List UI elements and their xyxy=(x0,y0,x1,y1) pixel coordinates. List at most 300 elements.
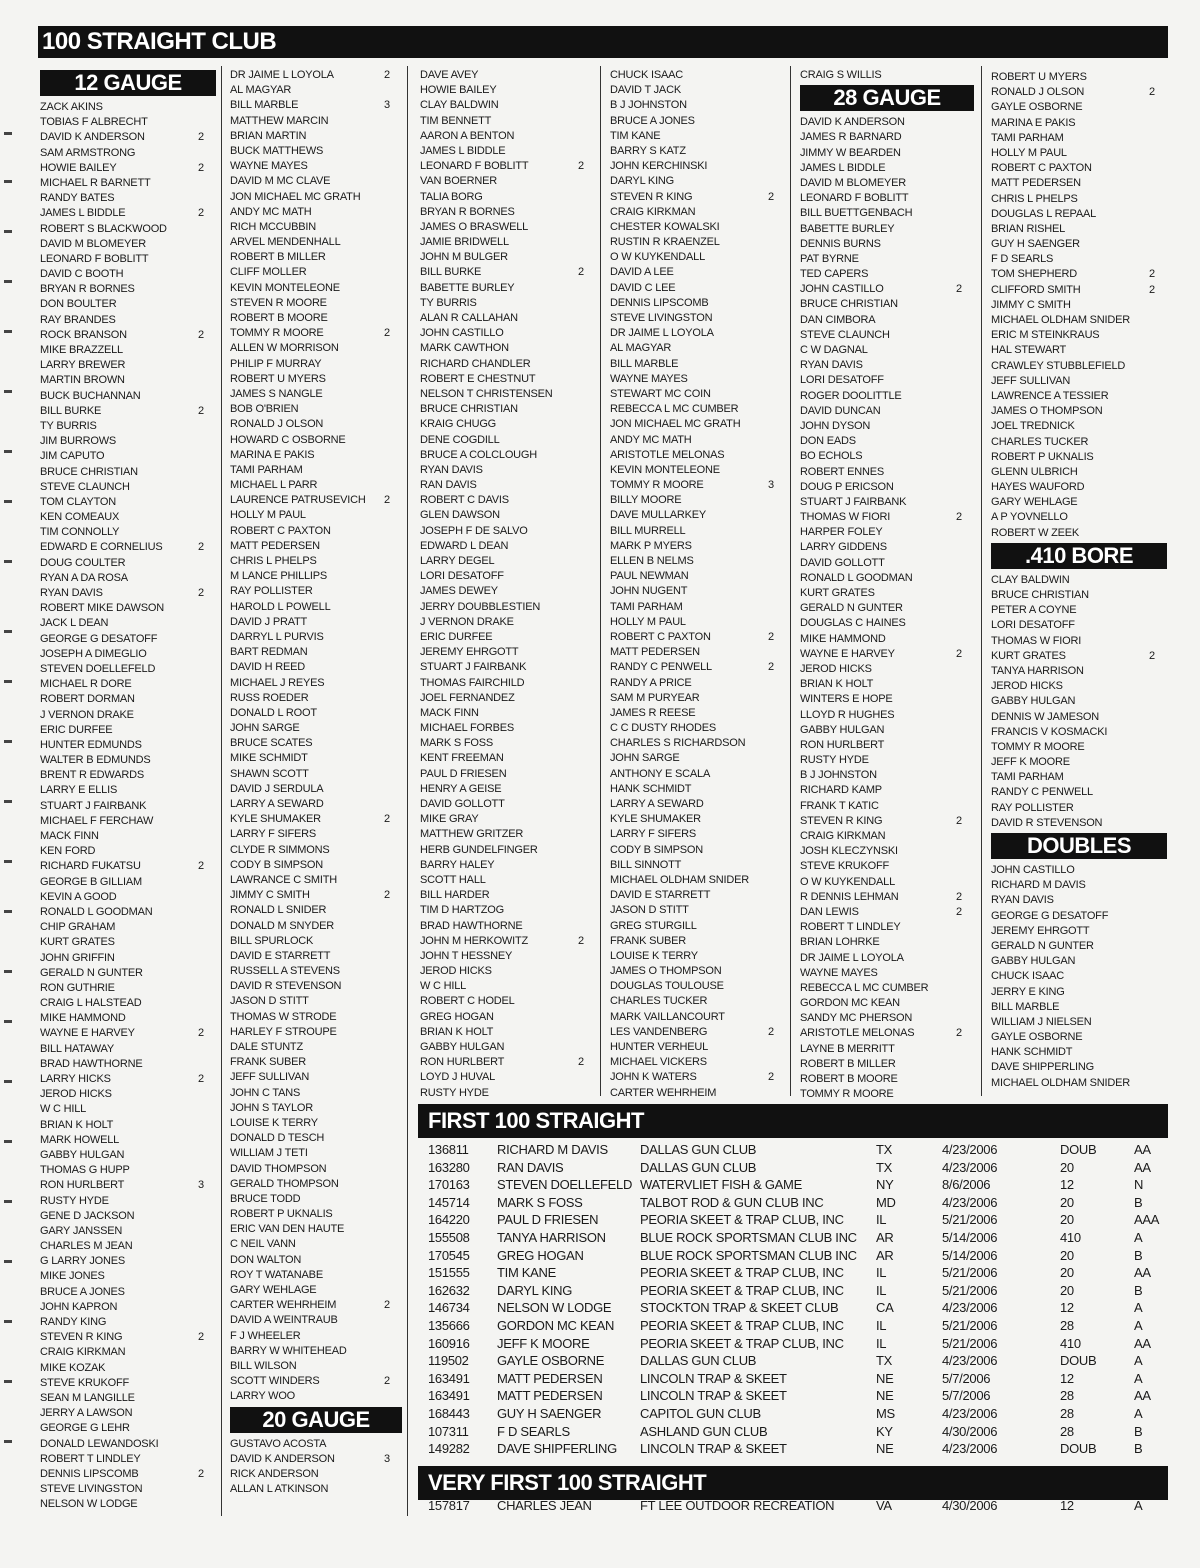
state: KY xyxy=(876,1423,893,1439)
straight-count xyxy=(956,783,974,798)
shooter-entry xyxy=(800,662,974,677)
shooter-entry xyxy=(800,206,974,221)
straight-count xyxy=(1149,816,1167,831)
club-name: ASHLAND GUN CLUB xyxy=(640,1423,768,1439)
shooter-entry xyxy=(40,1057,216,1072)
shooter-name: ROY T WATANABE xyxy=(230,1268,323,1281)
straight-count xyxy=(768,767,786,782)
straight-count xyxy=(956,981,974,996)
straight-count xyxy=(578,402,596,417)
class: AA xyxy=(1134,1388,1151,1404)
shooter-name: THOMAS G HUPP xyxy=(40,1164,130,1177)
shooter-entry xyxy=(610,812,786,827)
shooter-name: GUY H SAENGER xyxy=(497,1405,602,1421)
straight-count xyxy=(384,1482,402,1497)
shooter-name: MARK CAWTHON xyxy=(420,342,509,355)
straight-count xyxy=(768,448,786,463)
straight-count xyxy=(384,660,402,675)
date: 4/23/2006 xyxy=(942,1142,998,1157)
straight-count xyxy=(768,873,786,888)
shooter-name: JIM CAPUTO xyxy=(40,450,105,463)
shooter-entry xyxy=(800,343,974,358)
member-id: 119502 xyxy=(428,1353,469,1369)
straight-count xyxy=(578,736,596,751)
shooter-entry xyxy=(800,176,974,191)
shooter-name: MIKE JONES xyxy=(40,1270,105,1283)
straight-count xyxy=(578,903,596,918)
straight-count xyxy=(1149,131,1167,146)
shooter-name: JAMES L BIDDLE xyxy=(40,207,126,220)
shooter-entry xyxy=(230,1467,402,1482)
straight-count xyxy=(384,691,402,706)
shooter-name: MICHAEL R BARNETT xyxy=(40,176,151,189)
straight-count xyxy=(578,341,596,356)
shooter-name: JIMMY C SMITH xyxy=(230,889,310,902)
shooter-entry xyxy=(420,873,596,888)
shooter-entry xyxy=(40,616,216,631)
straight-count: 3 xyxy=(768,479,774,492)
shooter-entry xyxy=(610,858,786,873)
straight-count xyxy=(578,448,596,463)
straight-count xyxy=(198,419,216,434)
straight-count xyxy=(1149,878,1167,893)
shooter-name: ROBERT E CHESTNUT xyxy=(420,372,536,385)
straight-count xyxy=(1149,755,1167,770)
shooter-name: DONALD L ROOT xyxy=(230,706,317,719)
gauge-section-heading: DOUBLES xyxy=(991,833,1167,859)
shooter-name: DONALD D TESCH xyxy=(230,1132,325,1145)
straight-count xyxy=(384,584,402,599)
shooter-name: WAYNE MAYES xyxy=(800,966,878,979)
shooter-name: CHESTER KOWALSKI xyxy=(610,220,720,233)
shooter-name: PAT BYRNE xyxy=(800,252,859,265)
shooter-entry xyxy=(230,1482,402,1497)
shooter-name: GARY WEHLAGE xyxy=(230,1284,317,1296)
shooter-entry xyxy=(800,480,974,495)
straight-count xyxy=(578,68,596,83)
shooter-name: AL MAGYAR xyxy=(230,84,292,97)
shooter-entry xyxy=(420,341,596,356)
straight-count xyxy=(384,1237,402,1252)
shooter-entry xyxy=(420,660,596,675)
straight-count xyxy=(1149,146,1167,161)
straight-count xyxy=(1149,679,1167,694)
straight-count xyxy=(768,797,786,812)
shooter-name: DOUG P ERICSON xyxy=(800,480,894,493)
straight-count xyxy=(956,1072,974,1087)
shooter-name: BILL HATAWAY xyxy=(40,1042,115,1055)
shooter-entry xyxy=(610,174,786,189)
shooter-entry xyxy=(420,569,596,584)
shooter-name: STEVE CLAUNCH xyxy=(40,480,130,493)
straight-count xyxy=(384,630,402,645)
shooter-entry xyxy=(991,283,1167,298)
shooter-entry xyxy=(991,85,1167,100)
name-column-1 xyxy=(40,68,216,1512)
straight-count xyxy=(578,144,596,159)
shooter-entry xyxy=(610,1040,786,1055)
shooter-name: DAVID K ANDERSON xyxy=(800,116,905,129)
state: IL xyxy=(876,1317,887,1333)
shooter-name: CHRIS L PHELPS xyxy=(230,555,317,567)
straight-count xyxy=(956,176,974,191)
shooter-entry xyxy=(40,358,216,373)
state: AR xyxy=(876,1229,894,1245)
shooter-name: MARK S FOSS xyxy=(420,737,493,750)
shooter-entry xyxy=(40,191,216,206)
straight-count xyxy=(956,480,974,495)
shooter-name: ROBERT C PAXTON xyxy=(230,524,331,537)
shooter-name: ROBERT C PAXTON xyxy=(610,630,711,643)
straight-count xyxy=(1149,116,1167,131)
straight-count: 3 xyxy=(384,99,390,112)
straight-count xyxy=(768,463,786,478)
gauge: 20 xyxy=(1060,1159,1074,1175)
shooter-entry xyxy=(230,615,402,630)
shooter-name: AL MAGYAR xyxy=(610,342,672,355)
shooter-name: MIKE SCHMIDT xyxy=(230,752,308,765)
shooter-name: BRAD HAWTHORNE xyxy=(420,919,523,932)
straight-count xyxy=(384,979,402,994)
shooter-entry xyxy=(800,1072,974,1087)
straight-count xyxy=(768,1055,786,1070)
straight-count xyxy=(578,1040,596,1055)
shooter-name: DR JAIME L LOYOLA xyxy=(230,69,334,81)
shooter-name: DR JAIME L LOYOLA xyxy=(800,951,904,964)
straight-count xyxy=(956,935,974,950)
straight-count: 2 xyxy=(384,1299,390,1312)
shooter-entry xyxy=(800,935,974,950)
member-id: 162632 xyxy=(428,1282,470,1298)
straight-count xyxy=(384,1389,402,1404)
straight-count xyxy=(384,1192,402,1207)
straight-count: 2 xyxy=(384,69,390,81)
shooter-entry xyxy=(230,843,402,858)
straight-count xyxy=(198,783,216,798)
shooter-name: LOUISE K TERRY xyxy=(610,949,698,962)
member-id: 168443 xyxy=(428,1405,470,1421)
shooter-entry xyxy=(230,539,402,554)
gauge-section-heading: 28 GAUGE xyxy=(800,85,974,111)
shooter-entry xyxy=(800,328,974,343)
straight-count: 2 xyxy=(768,1071,774,1084)
straight-count xyxy=(578,676,596,691)
shooter-name: GUSTAVO ACOSTA xyxy=(230,1437,327,1450)
shooter-name: ROBERT C PAXTON xyxy=(991,162,1092,175)
straight-count xyxy=(1149,1030,1167,1045)
shooter-name: RANDY A PRICE xyxy=(610,676,692,689)
state: TX xyxy=(876,1142,893,1157)
shooter-name: LARRY F SIFERS xyxy=(610,828,697,841)
shooter-entry xyxy=(610,281,786,296)
shooter-name: STEVE KRUKOFF xyxy=(40,1376,130,1389)
class: B xyxy=(1134,1282,1143,1298)
straight-count xyxy=(1149,725,1167,740)
shooter-name: TY BURRIS xyxy=(40,419,97,432)
straight-count xyxy=(384,478,402,493)
straight-count xyxy=(198,465,216,480)
gauge: 28 xyxy=(1060,1317,1074,1333)
state: TX xyxy=(876,1353,893,1369)
straight-count xyxy=(956,875,974,890)
straight-count xyxy=(768,645,786,660)
shooter-name: RONALD L GOODMAN xyxy=(40,905,153,918)
straight-count xyxy=(578,615,596,630)
shooter-entry xyxy=(800,358,974,373)
shooter-entry xyxy=(610,357,786,372)
shooter-name: JEFF K MOORE xyxy=(991,756,1070,769)
shooter-entry xyxy=(800,966,974,981)
shooter-name: WAYNE E HARVEY xyxy=(40,1027,135,1040)
shooter-entry xyxy=(991,146,1167,161)
class: A xyxy=(1134,1317,1143,1333)
straight-count: 2 xyxy=(578,160,584,173)
shooter-name: STEVEN R KING xyxy=(800,814,883,827)
shooter-name: JEROD HICKS xyxy=(991,680,1063,693)
shooter-name: DAVE SHIPPERLING xyxy=(991,1061,1094,1074)
page-title: 100 STRAIGHT CLUB xyxy=(38,26,1168,58)
straight-count xyxy=(956,844,974,859)
shooter-name: RUSS ROEDER xyxy=(230,691,309,704)
straight-count xyxy=(198,1482,216,1497)
gauge: 12 xyxy=(1060,1177,1074,1193)
state: NE xyxy=(876,1441,894,1457)
straight-count: 2 xyxy=(1149,86,1155,99)
shooter-name: MICHAEL R DORE xyxy=(40,678,132,691)
shooter-name: ANDY MC MATH xyxy=(230,205,312,218)
shooter-name: LES VANDENBERG xyxy=(610,1025,708,1038)
shooter-name: DAVE SHIPFERLING xyxy=(497,1441,617,1457)
straight-count xyxy=(768,372,786,387)
shooter-name: THOMAS FAIRCHILD xyxy=(420,676,525,689)
shooter-entry xyxy=(40,905,216,920)
straight-count xyxy=(768,979,786,994)
straight-count xyxy=(198,1345,216,1360)
shooter-entry xyxy=(800,130,974,145)
straight-count xyxy=(768,265,786,280)
shooter-name: MIKE HAMMOND xyxy=(800,632,886,645)
shooter-entry xyxy=(230,357,402,372)
shooter-entry xyxy=(420,994,596,1009)
straight-count xyxy=(578,417,596,432)
shooter-entry xyxy=(230,1055,402,1070)
shooter-entry xyxy=(800,951,974,966)
shooter-entry xyxy=(610,1010,786,1025)
shooter-entry xyxy=(610,691,786,706)
shooter-name: KENT FREEMAN xyxy=(420,752,504,765)
straight-count xyxy=(956,404,974,419)
shooter-name: MARK HOWELL xyxy=(40,1133,120,1146)
shooter-name: MARINA E PAKIS xyxy=(230,448,315,461)
straight-count: 2 xyxy=(768,661,774,674)
shooter-entry xyxy=(610,402,786,417)
shooter-entry xyxy=(800,237,974,252)
shooter-name: GREG STURGILL xyxy=(610,919,697,932)
shooter-entry xyxy=(230,326,402,341)
shooter-name: MATT PEDERSEN xyxy=(610,646,700,659)
shooter-name: JOEL FERNANDEZ xyxy=(420,691,515,704)
straight-count xyxy=(1149,939,1167,954)
shooter-name: DENNIS BURNS xyxy=(800,237,881,250)
shooter-name: GORDON MC KEAN xyxy=(497,1317,615,1333)
shooter-entry xyxy=(230,478,402,493)
shooter-entry xyxy=(610,827,786,842)
shooter-name: ANTHONY E SCALA xyxy=(610,767,711,780)
shooter-name: RICHARD FUKATSU xyxy=(40,860,141,873)
shooter-name: KEVIN A GOOD xyxy=(40,890,117,903)
straight-count xyxy=(956,161,974,176)
straight-count xyxy=(956,996,974,1011)
straight-count xyxy=(1149,510,1167,525)
shooter-name: FRANCIS V KOSMACKI xyxy=(991,725,1108,738)
member-id: 136811 xyxy=(428,1142,469,1157)
shooter-name: JEREMY EHRGOTT xyxy=(991,924,1090,937)
shooter-name: JOHN CASTILLO xyxy=(800,283,884,296)
shooter-name: ROBERT ENNES xyxy=(800,465,884,478)
straight-count xyxy=(578,524,596,539)
straight-count xyxy=(1149,298,1167,313)
shooter-name: ROBERT S BLACKWOOD xyxy=(40,222,167,235)
shooter-entry xyxy=(420,1025,596,1040)
state: IL xyxy=(876,1265,887,1281)
gauge: 20 xyxy=(1060,1194,1074,1210)
shooter-name: BILL BURKE xyxy=(40,404,102,417)
shooter-entry xyxy=(40,282,216,297)
shooter-name: BUCK MATTHEWS xyxy=(230,144,324,157)
straight-count: 2 xyxy=(198,587,204,599)
shooter-name: CHUCK ISAAC xyxy=(991,970,1064,983)
shooter-entry xyxy=(40,480,216,495)
shooter-entry xyxy=(800,267,974,282)
shooter-name: CLYDE R SIMMONS xyxy=(230,843,330,856)
table-row xyxy=(420,1141,1168,1159)
shooter-name: CRAIG S WILLIS xyxy=(800,69,882,81)
shooter-name: CRAWLEY STUBBLEFIELD xyxy=(991,359,1126,372)
straight-count xyxy=(198,1239,216,1254)
straight-count: 2 xyxy=(198,1027,204,1040)
shooter-entry xyxy=(610,843,786,858)
class: A xyxy=(1134,1370,1143,1386)
table-row xyxy=(420,1159,1168,1177)
straight-count xyxy=(198,1285,216,1300)
shooter-name: DAVID M BLOMEYER xyxy=(800,176,907,189)
club-name: FT LEE OUTDOOR RECREATION xyxy=(640,1498,835,1513)
shooter-name: HUNTER EDMUNDS xyxy=(40,738,142,751)
shooter-name: GARY JANSSEN xyxy=(40,1224,123,1237)
shooter-name: DAVID J SERDULA xyxy=(230,782,324,795)
straight-count xyxy=(384,372,402,387)
straight-count xyxy=(578,508,596,523)
member-id: 155508 xyxy=(428,1229,470,1245)
straight-count xyxy=(198,875,216,890)
shooter-name: WAYNE E HARVEY xyxy=(800,647,895,660)
member-id: 149282 xyxy=(428,1441,470,1457)
straight-count xyxy=(384,964,402,979)
shooter-name: KEVIN MONTELEONE xyxy=(230,281,340,294)
shooter-name: ROGER DOOLITTLE xyxy=(800,389,902,402)
shooter-entry xyxy=(991,161,1167,176)
shooter-entry xyxy=(230,1374,402,1389)
straight-count xyxy=(768,827,786,842)
shooter-entry xyxy=(991,480,1167,495)
shooter-entry xyxy=(800,996,974,1011)
shooter-entry xyxy=(610,433,786,448)
shooter-entry xyxy=(991,740,1167,755)
shooter-entry xyxy=(420,630,596,645)
shooter-entry xyxy=(991,495,1167,510)
shooter-name: DAVID R STEVENSON xyxy=(230,980,342,993)
shooter-name: JOHN KAPRON xyxy=(40,1300,118,1313)
shooter-entry xyxy=(991,924,1167,939)
shooter-entry xyxy=(230,220,402,235)
straight-count xyxy=(768,68,786,83)
shooter-entry xyxy=(230,1452,402,1467)
shooter-name: DAVID C BOOTH xyxy=(40,268,124,281)
shooter-entry xyxy=(991,404,1167,419)
name-column-4 xyxy=(610,68,786,1101)
shooter-entry xyxy=(610,448,786,463)
shooter-name: GAYLE OSBORNE xyxy=(991,101,1083,114)
club-name: LINCOLN TRAP & SKEET xyxy=(640,1388,787,1404)
shooter-entry xyxy=(991,893,1167,908)
table-row xyxy=(420,1370,1168,1388)
gauge: 20 xyxy=(1060,1282,1074,1298)
straight-count: 3 xyxy=(384,1452,390,1465)
straight-count xyxy=(768,994,786,1009)
straight-count xyxy=(768,114,786,129)
shooter-name: BILLY MOORE xyxy=(610,494,682,507)
straight-count xyxy=(578,569,596,584)
shooter-name: ROBERT C DAVIS xyxy=(420,494,509,507)
shooter-name: TOMMY R MOORE xyxy=(991,740,1085,753)
shooter-entry xyxy=(420,539,596,554)
state: CA xyxy=(876,1300,894,1316)
shooter-entry xyxy=(420,903,596,918)
shooter-entry xyxy=(991,588,1167,603)
shooter-name: FRANK T KATIC xyxy=(800,799,879,812)
straight-count xyxy=(578,493,596,508)
shooter-entry xyxy=(800,313,974,328)
shooter-name: DAVID THOMPSON xyxy=(230,1162,327,1175)
shooter-name: STEVE KRUKOFF xyxy=(800,860,890,873)
shooter-entry xyxy=(991,725,1167,740)
club-name: TALBOT ROD & GUN CLUB INC xyxy=(640,1194,824,1210)
shooter-name: CLAY BALDWIN xyxy=(991,573,1070,586)
shooter-name: RAN DAVIS xyxy=(420,479,477,492)
straight-count xyxy=(384,250,402,265)
shooter-entry xyxy=(991,450,1167,465)
shooter-entry xyxy=(230,1389,402,1404)
straight-count xyxy=(578,873,596,888)
straight-count xyxy=(384,174,402,189)
shooter-entry xyxy=(991,1000,1167,1015)
class: B xyxy=(1134,1247,1143,1263)
straight-count xyxy=(768,417,786,432)
straight-count xyxy=(384,265,402,280)
shooter-name: RUSTIN R KRAENZEL xyxy=(610,236,720,249)
straight-count xyxy=(768,235,786,250)
shooter-entry xyxy=(420,296,596,311)
shooter-entry xyxy=(991,603,1167,618)
straight-count xyxy=(1149,634,1167,649)
shooter-name: LARRY A SEWARD xyxy=(610,798,704,810)
straight-count xyxy=(768,159,786,174)
shooter-entry xyxy=(40,647,216,662)
shooter-entry xyxy=(40,677,216,692)
shooter-name: JAMES O THOMPSON xyxy=(610,965,722,978)
straight-count xyxy=(956,571,974,586)
shooter-name: SCOTT HALL xyxy=(420,873,486,886)
